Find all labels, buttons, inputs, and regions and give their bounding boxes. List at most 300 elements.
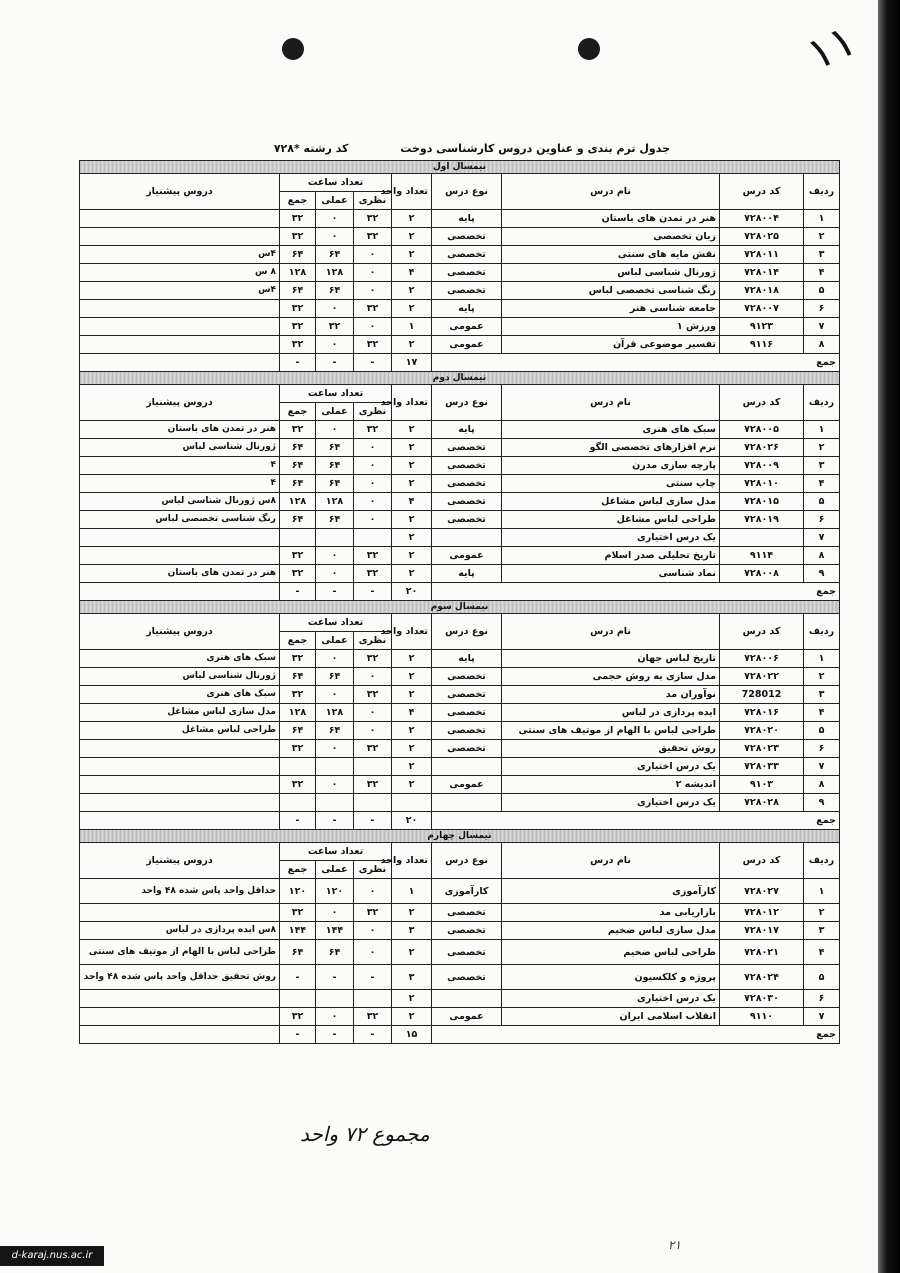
header-theory: نظری xyxy=(354,403,392,421)
course-type: کارآموزی xyxy=(432,879,502,904)
table-row xyxy=(79,282,839,300)
row-number: ۹ xyxy=(804,565,840,583)
row-number: ۲ xyxy=(804,668,840,686)
row-number: ۴ xyxy=(804,264,840,282)
row-number: ۵ xyxy=(804,965,840,990)
sum-label: جمع xyxy=(432,354,840,372)
total-hours: ۳۲ xyxy=(280,300,316,318)
course-code: ۷۲۸۰۲۰ xyxy=(720,722,804,740)
table-row xyxy=(79,904,839,922)
practical-hours: ۱۲۸ xyxy=(316,704,354,722)
course-code: ۷۲۸۰۰۴ xyxy=(720,210,804,228)
term-header-bar xyxy=(79,601,839,614)
course-type: پایه xyxy=(432,210,502,228)
course-name: رنگ شناسی تخصصی لباس xyxy=(502,282,720,300)
course-type xyxy=(432,758,502,776)
prerequisites xyxy=(79,1008,279,1026)
course-type: پایه xyxy=(432,565,502,583)
prerequisites: ۸ س xyxy=(79,264,279,282)
total-hours xyxy=(280,529,316,547)
course-code: ۷۲۸۰۲۲ xyxy=(720,668,804,686)
sum-units: ۲۰ xyxy=(392,812,432,830)
column-header-row xyxy=(79,385,839,403)
total-hours: ۳۲ xyxy=(280,1008,316,1026)
units: ۲ xyxy=(392,529,432,547)
row-number: ۶ xyxy=(804,990,840,1008)
prerequisites: ۸س ایده پردازی در لباس xyxy=(79,922,279,940)
course-type: پایه xyxy=(432,650,502,668)
practical-hours: ۶۴ xyxy=(316,282,354,300)
total-hours: ۱۲۸ xyxy=(280,493,316,511)
header-units: تعداد واحد xyxy=(392,174,432,210)
prerequisites xyxy=(79,300,279,318)
punch-hole xyxy=(578,38,600,60)
header-course-name: نام درس xyxy=(502,385,720,421)
header-total: جمع xyxy=(280,192,316,210)
course-type: تخصصی xyxy=(432,511,502,529)
units: ۲ xyxy=(392,511,432,529)
total-hours: ۳۲ xyxy=(280,336,316,354)
practical-hours: ۳۲ xyxy=(316,318,354,336)
table-row xyxy=(79,421,839,439)
course-code: ۷۲۸۰۱۸ xyxy=(720,282,804,300)
course-type: تخصصی xyxy=(432,686,502,704)
course-name: یک درس اختیاری xyxy=(502,990,720,1008)
practical-hours: ۶۴ xyxy=(316,668,354,686)
course-name: پارچه سازی مدرن xyxy=(502,457,720,475)
course-code: ۷۲۸۰۰۸ xyxy=(720,565,804,583)
row-number: ۶ xyxy=(804,511,840,529)
sum-row xyxy=(79,812,839,830)
practical-hours: ۶۴ xyxy=(316,439,354,457)
course-code: ۹۱۱۰ xyxy=(720,1008,804,1026)
course-name: بازاریابی مد xyxy=(502,904,720,922)
theory-hours: ۰ xyxy=(354,493,392,511)
course-code: ۷۲۸۰۲۳ xyxy=(720,740,804,758)
practical-hours: ۶۴ xyxy=(316,457,354,475)
header-course-type: نوع درس xyxy=(432,614,502,650)
practical-hours: ۱۴۴ xyxy=(316,922,354,940)
table-row xyxy=(79,264,839,282)
practical-hours xyxy=(316,758,354,776)
theory-hours: ۰ xyxy=(354,722,392,740)
course-name: پروژه و کلکسیون xyxy=(502,965,720,990)
header-hours: تعداد ساعت xyxy=(280,385,392,403)
header-practical: عملی xyxy=(316,192,354,210)
theory-hours: ۳۲ xyxy=(354,547,392,565)
header-theory: نظری xyxy=(354,192,392,210)
row-number: ۷ xyxy=(804,318,840,336)
prerequisites: هنر در تمدن های باستان xyxy=(79,421,279,439)
course-type: عمومی xyxy=(432,336,502,354)
sum-empty xyxy=(79,354,279,372)
course-type: عمومی xyxy=(432,1008,502,1026)
row-number: ۲ xyxy=(804,904,840,922)
practical-hours: ۱۲۰ xyxy=(316,879,354,904)
sum-practical: - xyxy=(316,583,354,601)
course-code: ۷۲۸۰۰۶ xyxy=(720,650,804,668)
sum-empty xyxy=(79,1026,279,1044)
total-hours: ۶۴ xyxy=(280,457,316,475)
table-row xyxy=(79,529,839,547)
header-prerequisites: دروس پیشنیاز xyxy=(79,843,279,879)
course-type: تخصصی xyxy=(432,475,502,493)
course-name: طراحی لباس ضخیم xyxy=(502,940,720,965)
units: ۲ xyxy=(392,475,432,493)
practical-hours xyxy=(316,990,354,1008)
term-label: نیمسال سوم xyxy=(79,601,839,614)
practical-hours: ۰ xyxy=(316,565,354,583)
prerequisites: ۴س xyxy=(79,282,279,300)
course-type: تخصصی xyxy=(432,282,502,300)
theory-hours: ۰ xyxy=(354,668,392,686)
handwritten-total: مجموع ۷۲ واحد xyxy=(300,1122,430,1146)
row-number: ۸ xyxy=(804,776,840,794)
header-row-number: ردیف xyxy=(804,614,840,650)
units: ۱ xyxy=(392,879,432,904)
course-name: چاپ سنتی xyxy=(502,475,720,493)
units: ۲ xyxy=(392,228,432,246)
course-code: ۹۱۰۳ xyxy=(720,776,804,794)
table-row xyxy=(79,318,839,336)
row-number: ۱ xyxy=(804,879,840,904)
course-name: جامعه شناسی هنر xyxy=(502,300,720,318)
total-hours xyxy=(280,990,316,1008)
total-hours: ۱۴۴ xyxy=(280,922,316,940)
prerequisites: ۴ xyxy=(79,457,279,475)
sum-units: ۲۰ xyxy=(392,583,432,601)
practical-hours: ۰ xyxy=(316,336,354,354)
prerequisites xyxy=(79,794,279,812)
course-code: ۷۲۸۰۱۱ xyxy=(720,246,804,264)
header-hours: تعداد ساعت xyxy=(280,614,392,632)
total-hours: ۳۲ xyxy=(280,228,316,246)
row-number: ۱ xyxy=(804,650,840,668)
row-number: ۳ xyxy=(804,686,840,704)
theory-hours: ۰ xyxy=(354,475,392,493)
total-hours: ۶۴ xyxy=(280,722,316,740)
row-number: ۴ xyxy=(804,940,840,965)
units: ۲ xyxy=(392,940,432,965)
total-hours: ۳۲ xyxy=(280,740,316,758)
practical-hours: ۰ xyxy=(316,776,354,794)
course-code: ۷۲۸۰۱۲ xyxy=(720,904,804,922)
practical-hours: ۰ xyxy=(316,904,354,922)
column-header-row xyxy=(79,843,839,861)
total-hours: ۳۲ xyxy=(280,547,316,565)
course-name: ورزش ۱ xyxy=(502,318,720,336)
course-name: یک درس اختیاری xyxy=(502,758,720,776)
course-name: کارآموزی xyxy=(502,879,720,904)
sum-empty xyxy=(79,812,279,830)
course-code: ۷۲۸۰۰۷ xyxy=(720,300,804,318)
course-type: عمومی xyxy=(432,776,502,794)
units: ۲ xyxy=(392,439,432,457)
course-code: ۷۲۸۰۲۴ xyxy=(720,965,804,990)
course-name: زبان تخصصی xyxy=(502,228,720,246)
theory-hours: ۳۲ xyxy=(354,740,392,758)
table-row xyxy=(79,794,839,812)
course-name: روش تحقیق xyxy=(502,740,720,758)
table-row xyxy=(79,990,839,1008)
practical-hours xyxy=(316,529,354,547)
sum-total: - xyxy=(280,583,316,601)
course-code xyxy=(720,529,804,547)
row-number: ۲ xyxy=(804,228,840,246)
header-course-code: کد درس xyxy=(720,174,804,210)
header-prerequisites: دروس پیشنیاز xyxy=(79,385,279,421)
prerequisites: حداقل واحد پاس شده ۴۸ واحد xyxy=(79,879,279,904)
course-name: تفسیر موضوعی قرآن xyxy=(502,336,720,354)
header-theory: نظری xyxy=(354,861,392,879)
practical-hours: ۰ xyxy=(316,210,354,228)
prerequisites xyxy=(79,336,279,354)
prerequisites xyxy=(79,210,279,228)
prerequisites: ۴س xyxy=(79,246,279,264)
page-number: ۲۱ xyxy=(668,1238,681,1252)
course-name: مدل سازی به روش حجمی xyxy=(502,668,720,686)
term-label: نیمسال چهارم xyxy=(79,830,839,843)
theory-hours: - xyxy=(354,965,392,990)
theory-hours: ۳۲ xyxy=(354,904,392,922)
table-body xyxy=(79,161,839,1044)
header-practical: عملی xyxy=(316,861,354,879)
table-row xyxy=(79,686,839,704)
table-row xyxy=(79,940,839,965)
units: ۲ xyxy=(392,990,432,1008)
units: ۳ xyxy=(392,965,432,990)
total-hours xyxy=(280,794,316,812)
course-name: نقش مایه های سنتی xyxy=(502,246,720,264)
course-type: تخصصی xyxy=(432,228,502,246)
course-code: ۷۲۸۰۱۹ xyxy=(720,511,804,529)
prerequisites: روش تحقیق حداقل واحد پاس شده ۴۸ واحد xyxy=(79,965,279,990)
course-name: نماد شناسی xyxy=(502,565,720,583)
prerequisites: مدل سازی لباس مشاغل xyxy=(79,704,279,722)
header-course-type: نوع درس xyxy=(432,174,502,210)
course-type: تخصصی xyxy=(432,246,502,264)
course-name: اندیشه ۲ xyxy=(502,776,720,794)
units: ۲ xyxy=(392,686,432,704)
prerequisites xyxy=(79,758,279,776)
course-type: تخصصی xyxy=(432,904,502,922)
practical-hours: ۰ xyxy=(316,1008,354,1026)
theory-hours: ۳۲ xyxy=(354,1008,392,1026)
theory-hours: ۳۲ xyxy=(354,336,392,354)
header-course-code: کد درس xyxy=(720,385,804,421)
table-row xyxy=(79,922,839,940)
course-code: ۷۲۸۰۳۳ xyxy=(720,758,804,776)
prerequisites: سبک های هنری xyxy=(79,686,279,704)
table-row xyxy=(79,547,839,565)
header-course-name: نام درس xyxy=(502,843,720,879)
course-name: نرم افزارهای تخصصی الگو xyxy=(502,439,720,457)
units: ۲ xyxy=(392,722,432,740)
units: ۳ xyxy=(392,922,432,940)
row-number: ۲ xyxy=(804,439,840,457)
practical-hours: ۰ xyxy=(316,686,354,704)
total-hours: ۱۲۸ xyxy=(280,264,316,282)
term-header-bar xyxy=(79,161,839,174)
course-code: ۷۲۸۰۱۶ xyxy=(720,704,804,722)
course-name: انقلاب اسلامی ایران xyxy=(502,1008,720,1026)
course-type: تخصصی xyxy=(432,439,502,457)
units: ۲ xyxy=(392,758,432,776)
prerequisites: ژورنال شناسی لباس xyxy=(79,668,279,686)
prerequisites xyxy=(79,990,279,1008)
prerequisites xyxy=(79,318,279,336)
course-type: تخصصی xyxy=(432,264,502,282)
theory-hours: ۰ xyxy=(354,457,392,475)
course-name: ژورنال شناسی لباس xyxy=(502,264,720,282)
header-prerequisites: دروس پیشنیاز xyxy=(79,174,279,210)
header-course-type: نوع درس xyxy=(432,843,502,879)
row-number: ۵ xyxy=(804,493,840,511)
course-code: ۷۲۸۰۱۴ xyxy=(720,264,804,282)
total-hours: ۳۲ xyxy=(280,776,316,794)
scan-dark-edge xyxy=(878,0,900,1273)
course-name: یک درس اختیاری xyxy=(502,529,720,547)
units: ۲ xyxy=(392,457,432,475)
header-course-code: کد درس xyxy=(720,614,804,650)
sum-row xyxy=(79,583,839,601)
row-number: ۳ xyxy=(804,922,840,940)
theory-hours xyxy=(354,758,392,776)
row-number: ۹ xyxy=(804,794,840,812)
title-text: جدول ترم بندی و عناوین دروس کارشناسی دوخت xyxy=(400,142,670,155)
header-practical: عملی xyxy=(316,632,354,650)
practical-hours: ۱۲۸ xyxy=(316,493,354,511)
course-type: تخصصی xyxy=(432,740,502,758)
units: ۲ xyxy=(392,904,432,922)
prerequisites xyxy=(79,904,279,922)
course-code: ۹۱۱۶ xyxy=(720,336,804,354)
practical-hours xyxy=(316,794,354,812)
footer-site-badge: d-karaj.nus.ac.ir xyxy=(0,1246,104,1266)
sum-theory: - xyxy=(354,583,392,601)
course-code: ۷۲۸۰۲۷ xyxy=(720,879,804,904)
course-name: یک درس اختیاری xyxy=(502,794,720,812)
row-number: ۱ xyxy=(804,210,840,228)
table-row xyxy=(79,776,839,794)
total-hours: ۶۴ xyxy=(280,511,316,529)
table-row xyxy=(79,210,839,228)
theory-hours: ۰ xyxy=(354,922,392,940)
table-row xyxy=(79,965,839,990)
header-units: تعداد واحد xyxy=(392,614,432,650)
table-row xyxy=(79,758,839,776)
theory-hours xyxy=(354,794,392,812)
course-code: ۷۲۸۰۱۷ xyxy=(720,922,804,940)
row-number: ۶ xyxy=(804,740,840,758)
course-type: تخصصی xyxy=(432,722,502,740)
theory-hours: ۰ xyxy=(354,282,392,300)
course-type: پایه xyxy=(432,300,502,318)
course-name: نوآوران مد xyxy=(502,686,720,704)
course-code: ۷۲۸۰۲۱ xyxy=(720,940,804,965)
term-header-bar xyxy=(79,830,839,843)
prerequisites: هنر در تمدن های باستان xyxy=(79,565,279,583)
prerequisites: ۴ xyxy=(79,475,279,493)
course-code: ۹۱۱۴ xyxy=(720,547,804,565)
course-code: ۷۲۸۰۰۹ xyxy=(720,457,804,475)
header-total: جمع xyxy=(280,403,316,421)
theory-hours: ۰ xyxy=(354,439,392,457)
corner-handwritten-mark: ۱۱ xyxy=(799,14,864,81)
prerequisites xyxy=(79,776,279,794)
course-type xyxy=(432,794,502,812)
units: ۲ xyxy=(392,282,432,300)
theory-hours: ۳۲ xyxy=(354,421,392,439)
sum-total: - xyxy=(280,354,316,372)
total-hours: ۱۲۸ xyxy=(280,704,316,722)
sum-empty xyxy=(79,583,279,601)
practical-hours: ۶۴ xyxy=(316,475,354,493)
sum-practical: - xyxy=(316,812,354,830)
field-code: کد رشته *۷۲۸ xyxy=(273,142,349,155)
prerequisites: ژورنال شناسی لباس xyxy=(79,439,279,457)
table-row xyxy=(79,228,839,246)
sum-theory: - xyxy=(354,812,392,830)
course-type: تخصصی xyxy=(432,940,502,965)
theory-hours: ۰ xyxy=(354,704,392,722)
course-type: تخصصی xyxy=(432,493,502,511)
theory-hours: ۳۲ xyxy=(354,210,392,228)
course-code: 728012 xyxy=(720,686,804,704)
units: ۲ xyxy=(392,300,432,318)
theory-hours: ۰ xyxy=(354,246,392,264)
sum-practical: - xyxy=(316,354,354,372)
sum-label: جمع xyxy=(432,583,840,601)
units: ۲ xyxy=(392,668,432,686)
practical-hours: ۰ xyxy=(316,421,354,439)
header-course-code: کد درس xyxy=(720,843,804,879)
header-course-name: نام درس xyxy=(502,614,720,650)
prerequisites: طراحی لباس با الهام از موتیف های سنتی xyxy=(79,940,279,965)
header-theory: نظری xyxy=(354,632,392,650)
theory-hours xyxy=(354,990,392,1008)
total-hours: ۳۲ xyxy=(280,318,316,336)
table-row xyxy=(79,722,839,740)
row-number: ۷ xyxy=(804,758,840,776)
total-hours: ۶۴ xyxy=(280,282,316,300)
table-row xyxy=(79,1008,839,1026)
row-number: ۸ xyxy=(804,336,840,354)
course-type xyxy=(432,990,502,1008)
table-row xyxy=(79,511,839,529)
sum-total: - xyxy=(280,1026,316,1044)
header-row-number: ردیف xyxy=(804,174,840,210)
sum-total: - xyxy=(280,812,316,830)
sum-units: ۱۷ xyxy=(392,354,432,372)
units: ۲ xyxy=(392,776,432,794)
term-label: نیمسال دوم xyxy=(79,372,839,385)
course-code: ۹۱۲۳ xyxy=(720,318,804,336)
total-hours: - xyxy=(280,965,316,990)
course-type: تخصصی xyxy=(432,668,502,686)
column-header-row xyxy=(79,614,839,632)
sum-row xyxy=(79,354,839,372)
practical-hours: ۰ xyxy=(316,547,354,565)
theory-hours: ۰ xyxy=(354,940,392,965)
course-code: ۷۲۸۰۲۵ xyxy=(720,228,804,246)
header-row-number: ردیف xyxy=(804,385,840,421)
course-type xyxy=(432,529,502,547)
practical-hours: ۰ xyxy=(316,740,354,758)
course-type: تخصصی xyxy=(432,704,502,722)
practical-hours: ۶۴ xyxy=(316,511,354,529)
total-hours: ۶۴ xyxy=(280,940,316,965)
